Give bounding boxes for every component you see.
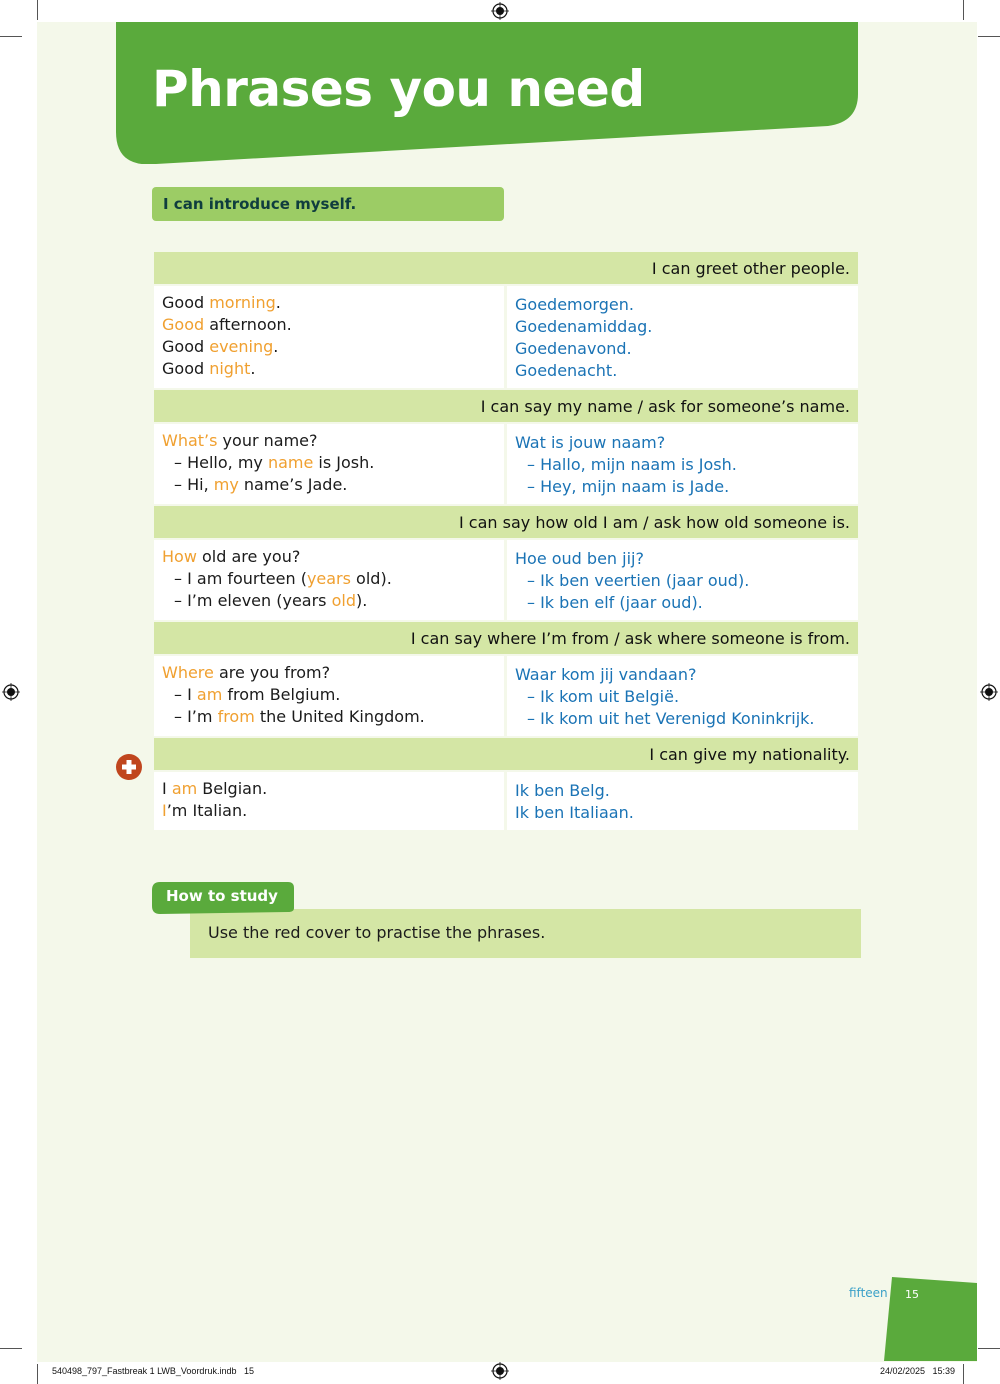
highlighted-word: old	[331, 591, 356, 610]
phrase-text: Good	[162, 337, 210, 356]
how-to-study-tab	[152, 882, 294, 914]
english-phrase	[162, 590, 496, 612]
crop-mark	[37, 0, 38, 20]
english-phrase	[162, 546, 496, 568]
crop-mark	[0, 1348, 22, 1349]
english-phrase	[162, 474, 496, 496]
english-phrase	[162, 778, 496, 800]
section-heading-bar	[154, 252, 858, 284]
registration-mark-icon	[2, 683, 20, 701]
english-column	[154, 772, 504, 830]
english-phrase	[162, 800, 496, 822]
dutch-phrase	[515, 360, 850, 382]
crop-mark	[963, 0, 964, 20]
phrase-text: – Ik kom uit België.	[527, 687, 680, 706]
english-column	[154, 286, 504, 388]
highlighted-word: I	[162, 801, 167, 820]
phrase-text: Ik ben Italiaan.	[515, 803, 634, 822]
section-body	[154, 656, 858, 736]
phrase-text: – Hi,	[174, 475, 214, 494]
dutch-column	[507, 656, 858, 736]
phrase-text: name’s Jade.	[238, 475, 348, 494]
phrase-text: .	[275, 293, 281, 312]
phrase-text: I	[162, 779, 172, 798]
phrase-text: – Hello, my	[174, 453, 268, 472]
phrase-text: Goedenacht.	[515, 361, 618, 380]
highlighted-word: name	[267, 453, 314, 472]
phrase-text: old).	[350, 569, 392, 588]
section-heading-bar	[154, 506, 858, 538]
phrase-text: are you from?	[213, 663, 331, 682]
section-heading-bar	[154, 390, 858, 422]
dutch-phrase	[515, 548, 850, 570]
phrase-text: Ik ben Belg.	[515, 781, 610, 800]
phrase-text: is Josh.	[313, 453, 375, 472]
print-slug-date: 24/02/2025 15:39	[880, 1366, 956, 1376]
phrase-text: the United Kingdom.	[254, 707, 425, 726]
dutch-phrase	[515, 316, 850, 338]
english-column	[154, 540, 504, 620]
dutch-phrase	[515, 802, 850, 824]
highlighted-word: am	[196, 685, 223, 704]
dutch-phrase	[515, 454, 850, 476]
section-heading: I can greet other people.	[651, 258, 850, 278]
dutch-phrase	[515, 780, 850, 802]
page-title: Phrases you need	[152, 60, 645, 118]
dutch-phrase	[515, 476, 850, 498]
highlighted-word: from	[217, 707, 255, 726]
section-heading: I can say where I’m from / ask where someone is from.	[410, 628, 850, 648]
phrase-text: Hoe oud ben jij?	[515, 549, 644, 568]
crop-mark	[963, 1364, 964, 1384]
dutch-phrase	[515, 592, 850, 614]
english-phrase	[162, 568, 496, 590]
dutch-column	[507, 540, 858, 620]
highlighted-word: Good	[162, 315, 205, 334]
dutch-phrase	[515, 708, 850, 730]
english-phrase	[162, 684, 496, 706]
phrase-text: Waar kom jij vandaan?	[515, 665, 697, 684]
english-phrase	[162, 430, 496, 452]
phrase-text: Goedenavond.	[515, 339, 632, 358]
print-slug-file: 540498_797_Fastbreak 1 LWB_Voordruk.indb 15	[52, 1366, 254, 1376]
english-phrase	[162, 706, 496, 728]
section-body	[154, 540, 858, 620]
dutch-column	[507, 772, 858, 830]
phrase-text: ’m Italian.	[166, 801, 248, 820]
crop-mark	[37, 1364, 38, 1384]
highlighted-word: evening	[209, 337, 274, 356]
highlighted-word: years	[306, 569, 351, 588]
dutch-phrase	[515, 338, 850, 360]
english-phrase	[162, 292, 496, 314]
phrase-text: Wat is jouw naam?	[515, 433, 666, 452]
phrase-text: Belgian.	[197, 779, 268, 798]
page-number-tab	[884, 1277, 977, 1361]
registration-mark-icon	[980, 683, 998, 701]
phrase-text: – I	[174, 685, 197, 704]
section-heading: I can say how old I am / ask how old someone is.	[458, 512, 850, 532]
section-heading-bar	[154, 622, 858, 654]
highlighted-word: Where	[162, 663, 214, 682]
english-column	[154, 424, 504, 504]
phrase-text: – Ik ben veertien (jaar oud).	[527, 571, 750, 590]
highlighted-word: How	[162, 547, 197, 566]
how-to-study-box	[190, 909, 861, 958]
highlighted-word: What’s	[162, 431, 218, 450]
dutch-column	[507, 286, 858, 388]
section-body	[154, 424, 858, 504]
phrase-text: Goedemorgen.	[515, 295, 634, 314]
english-phrase	[162, 358, 496, 380]
highlighted-word: my	[213, 475, 239, 494]
dutch-phrase	[515, 686, 850, 708]
english-column	[154, 656, 504, 736]
section-heading-bar	[154, 738, 858, 770]
dutch-column	[507, 424, 858, 504]
phrase-text: – I’m eleven (years	[174, 591, 332, 610]
phrase-text: – Ik ben elf (jaar oud).	[527, 593, 703, 612]
crop-mark	[978, 1348, 1000, 1349]
phrase-text: – Hey, mijn naam is Jade.	[527, 477, 730, 496]
dutch-phrase	[515, 432, 850, 454]
english-phrase	[162, 662, 496, 684]
highlighted-word: morning	[209, 293, 276, 312]
page-number: 15	[905, 1288, 919, 1301]
phrase-text: – I am fourteen (	[174, 569, 307, 588]
phrase-text: Good	[162, 293, 210, 312]
highlighted-word: night	[209, 359, 251, 378]
phrase-text: from Belgium.	[222, 685, 341, 704]
phrase-text: Goedenamiddag.	[515, 317, 653, 336]
phrase-text: your name?	[217, 431, 318, 450]
phrase-text: .	[250, 359, 256, 378]
registration-mark-icon	[491, 2, 509, 20]
page-number-word: fifteen	[849, 1286, 888, 1300]
highlighted-word: am	[171, 779, 198, 798]
phrase-text: afternoon.	[204, 315, 292, 334]
phrase-text: – Hallo, mijn naam is Josh.	[527, 455, 737, 474]
section-body	[154, 772, 858, 830]
section-heading: I can say my name / ask for someone’s name.	[480, 396, 850, 416]
how-to-study-label: How to study	[166, 887, 278, 905]
phrase-text: – Ik kom uit het Verenigd Koninkrijk.	[527, 709, 815, 728]
goal-label: I can introduce myself.	[163, 195, 357, 213]
section-heading: I can give my nationality.	[649, 744, 850, 764]
phrase-table	[154, 252, 858, 832]
section-body	[154, 286, 858, 388]
phrase-text: ).	[355, 591, 368, 610]
phrase-text: .	[273, 337, 279, 356]
how-to-study-text: Use the red cover to practise the phrases.	[208, 923, 546, 942]
english-phrase	[162, 314, 496, 336]
plus-circle-icon	[116, 754, 142, 780]
goal-tab	[152, 187, 504, 221]
dutch-phrase	[515, 664, 850, 686]
registration-mark-icon	[491, 1362, 509, 1380]
dutch-phrase	[515, 570, 850, 592]
crop-mark	[0, 36, 22, 37]
crop-mark	[978, 36, 1000, 37]
phrase-text: old are you?	[196, 547, 301, 566]
phrase-text: – I’m	[174, 707, 218, 726]
phrase-text: Good	[162, 359, 210, 378]
english-phrase	[162, 336, 496, 358]
english-phrase	[162, 452, 496, 474]
dutch-phrase	[515, 294, 850, 316]
